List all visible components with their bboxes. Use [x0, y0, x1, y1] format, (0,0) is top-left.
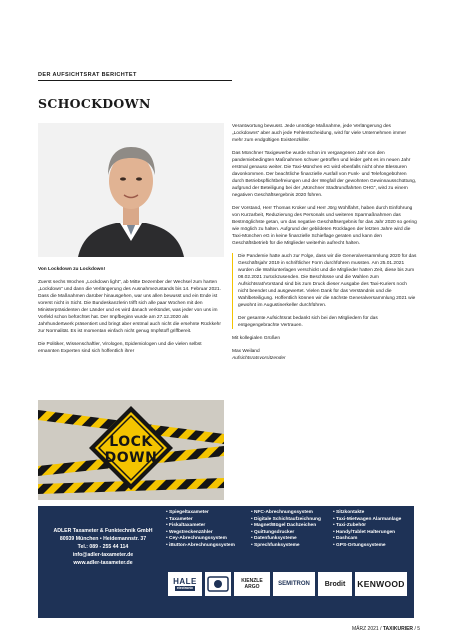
lockdown-line-2: DOWN [104, 450, 158, 466]
list-item: • Wegstreckenzähler [166, 530, 235, 537]
paragraph: Zuerst sechs Wochen „Lockdown light“, ab Mitte Dezember der Wechsel zum harten „Lockdown“ und dann die Verlängerung des Ausnahmezustands bis 14. Februar 2021. Dass die Maßnahmen darüber hinausgehen, war uns allen bewusst und ein Ende ist vorerst nicht in Sicht. Die Bundeskanzlerin trifft sich alle paar Wochen mit den Ministerpräsidenten der Länder und es wird danach verkündet, was jeder von uns im Vorfeld schon befürchtet hat. Der Impfbeginn wurde am 27.12.2020 als Jahrhundertwerk präsentiert und bringt aber erstmal auch nicht die ersehnte Rückkehr zur Normalität. Es ist momentan einfach nicht genug Impfstoff griffbereit. [38, 280, 221, 334]
list-item: • Spiegeltaxameter [166, 510, 235, 517]
list-item: • Cey-Abrechnungssystem [166, 536, 235, 543]
list-item: • Taxi-Zubehör [333, 523, 401, 530]
author-portrait [38, 123, 224, 257]
paragraph: Die Politiker, Wissenschaftler, Virologen, Epidemiologen und die vielen selbst ernannten Experten sind sich hoffentlich ihrer [38, 342, 202, 354]
right-column [232, 123, 418, 362]
highlight-paragraph: Die Pandemie hatte auch zur Folge, dass wir die Generalversammlung 2020 für das Geschäftsjahr 2019 in schriftlicher Form durchführen mussten. Am 25.01.2021 wurden die Wahlunterlagen verschickt und die Mitglieder hatten Zeit, diese bis zum 08.02.2021 zurückzusenden. Die Beschlüsse und die Wahlen zum Aufsichtsrat/Vorstand sind bis zum Druck dieser Ausgabe des Taxi-Kuriers noch nicht beendet und ausgewertet. Vielen Dank für das Verständnis und die Wahlbeteiligung. Hoffentlich können wir die nächste Generalversammlung 2021 wie gewohnt im Augustinerkeller durchführen. [238, 254, 417, 308]
brodit-logo-text: Brodit [324, 580, 346, 588]
ad-product-list-2 [251, 510, 321, 550]
kienzle-argo-logo [234, 572, 270, 596]
page-number: / 5 [414, 626, 420, 632]
lockdown-image [38, 400, 224, 500]
section-kicker: DER AUFSICHTSRAT BERICHTET [38, 72, 137, 78]
paragraph: Das Münchner Taxigewerbe wurde schon im vergangenen Jahr von den pandemiebedingten Maßnahmen schwer getroffen und leider geht es im neuen Jahr erstmal genauso weiter. Die Taxi-München eG wird ebenfalls nicht ohne Blessuren davonkommen. Der beachtliche finanzielle Ausfall von Funk- und Telefongebühren durch Betriebspflichtbefreiungen und der Wegfall der gewohnten Gewinnausschüttung, aufgrund der Beteiligung bei der „Münchner Stadtrundfahrten OHG“, wird zu einem negativen Geschäftsergebnis 2020 führen. [232, 151, 417, 198]
intro-heading: Von Lockdown zu Lockdown! [38, 267, 106, 272]
list-item: • Taxi-Mietwagen Alarmanlage [333, 517, 401, 524]
list-item: • Handy/Tablet Halterungen [333, 530, 401, 537]
kicker-rule [38, 80, 232, 81]
list-item: • Fiskaltaxameter [166, 523, 235, 530]
left-column [38, 266, 224, 361]
ad-product-list-1 [166, 510, 235, 550]
list-item: • NFC-Abrechnungssystem [251, 510, 321, 517]
paragraph: Der Vorstand, Herr Thomas Kroker und Herr Jörg Wohlfahrt, haben durch Einführung von Kurzarbeit, Reduzierung des Personals und weiteren Sparmaßnahmen das Bestmöglichste getan, um das negative Geschäftsergebnis für das Jahr 2020 so gering wie möglich zu halten. Aufgrund der gebildeten Rücklagen der letzten Jahre wird die Taxi-München eG in keine finanzielle Schieflage geraten und kann den Geschäftsbetrieb für die Mitglieder weiterhin aufrecht halten. [232, 206, 417, 246]
hale-logo [168, 572, 202, 596]
list-item: • Sprechfunksysteme [251, 543, 321, 550]
closing-line: Mit kollegialen Grüßen [232, 336, 280, 341]
ad-company: ADLER Taxameter & Funktechnik GmbH [53, 528, 153, 534]
footer-separator: / [380, 626, 382, 632]
advertisement [38, 506, 414, 618]
ad-phone: Tel.: 089 - 255 44 114 [77, 544, 129, 550]
highlight-paragraph: Der gesamte Aufsichtsrat bedankt sich bei den Mitgliedern für das entgegengebrachte Vertrauen. [238, 316, 378, 328]
article-headline: SCHOCKDOWN [38, 96, 151, 111]
argo-logo-text: ARGO [244, 584, 260, 590]
list-item: • GPS-Ortungssysteme [333, 543, 401, 550]
signature-title: Aufsichtsratsvorsitzender [232, 356, 286, 361]
list-item: • Dashcam [333, 536, 401, 543]
kenwood-logo-text: KENWOOD [357, 579, 405, 589]
magazine-name: TAXIKURIER [382, 626, 414, 632]
list-item: • Magnet/Bügel Dachzeichen [251, 523, 321, 530]
ad-contact [44, 528, 162, 566]
ad-address: 80939 München • Heidemannstr. 37 [59, 536, 147, 542]
paragraph: Verantwortung bewusst. Jede unnötige Maßnahme, jede Verlängerung des „Lockdowns“ aber auch jede Fehlentscheidung, wird für viele Unternehmen immer mehr zum endgültigen Existenzkiller. [232, 124, 407, 143]
semitron-logo [273, 572, 315, 596]
list-item: • Sitzkontakte [333, 510, 401, 517]
kenwood-logo [355, 572, 407, 596]
kienzle-logo-text: KIENZLE [241, 578, 263, 584]
ad-email[interactable]: info@adler-taxameter.de [72, 552, 134, 558]
semitron-logo-text: SEMITRON [278, 581, 310, 587]
issue-date: MÄRZ 2021 [352, 626, 379, 632]
hale-logo-subtext: electronic [176, 585, 194, 590]
ad-product-list-3 [333, 510, 401, 550]
lockdown-line-1: LOCK [109, 434, 153, 450]
partner-logo [205, 572, 231, 596]
brodit-logo [318, 572, 352, 596]
page-footer [352, 626, 420, 632]
partner-logo-icon [207, 575, 229, 593]
list-item: • Datenfunksysteme [251, 536, 321, 543]
list-item: • iButton-Abrechnungssystem [166, 543, 235, 550]
signature-name: Max Weiland [232, 349, 260, 354]
ad-website[interactable]: www.adler-taxameter.de [73, 560, 133, 566]
highlight-box [232, 253, 418, 329]
hale-logo-text: HALE [173, 576, 197, 586]
list-item: • Digitale Schichtaufzeichnung [251, 517, 321, 524]
list-item: • Taxameter [166, 517, 235, 524]
list-item: • Quittungsdrucker [251, 530, 321, 537]
